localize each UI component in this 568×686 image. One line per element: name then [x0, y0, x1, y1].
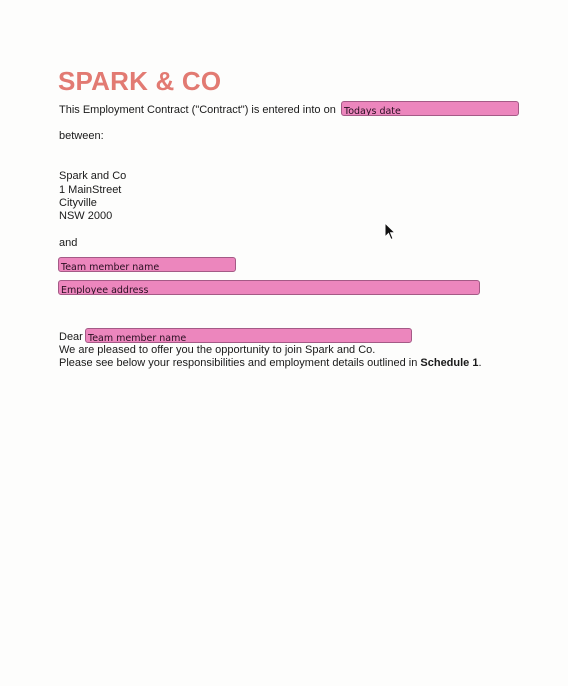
and-text: and: [59, 237, 78, 249]
responsibilities-prefix: Please see below your responsibilities and employment details outlined in: [59, 357, 418, 369]
employee-address-field-value: Employee address: [61, 285, 149, 295]
company-state-postcode: NSW 2000: [59, 210, 113, 222]
todays-date-field-value: Todays date: [344, 106, 401, 116]
company-street: 1 MainStreet: [59, 184, 122, 196]
between-text: between:: [59, 130, 104, 142]
todays-date-field[interactable]: [341, 101, 519, 116]
company-logo-text: SPARK & CO: [58, 66, 222, 96]
company-name: Spark and Co: [59, 170, 127, 182]
employee-address-field[interactable]: [58, 280, 480, 295]
team-member-name-field-value: Team member name: [61, 262, 160, 272]
responsibilities-line: [59, 357, 482, 370]
dear-team-member-name-field[interactable]: [85, 328, 412, 343]
dear-text: Dear: [59, 331, 83, 343]
team-member-name-field[interactable]: [58, 257, 236, 272]
intro-text: This Employment Contract ("Contract") is entered into on: [59, 104, 336, 116]
company-city: Cityville: [59, 197, 97, 209]
schedule-suffix: .: [478, 357, 482, 369]
offer-line: We are pleased to offer you the opportunity to join Spark and Co.: [59, 344, 376, 356]
dear-team-member-name-field-value: Team member name: [88, 333, 187, 343]
schedule-reference: Schedule 1: [420, 357, 479, 369]
mouse-pointer-icon: [384, 222, 396, 241]
